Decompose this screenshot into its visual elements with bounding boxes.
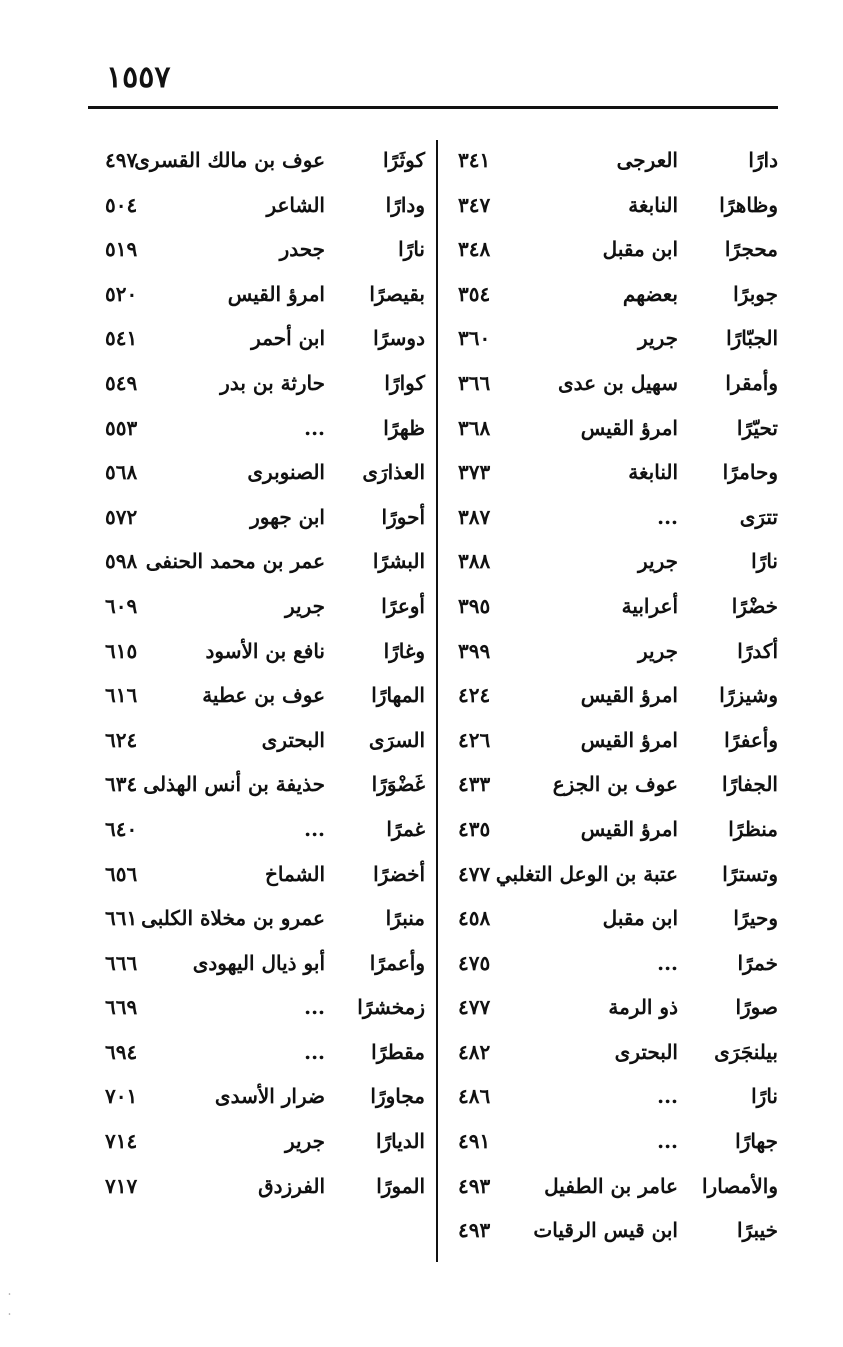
page-ref-number: ٤٢٦ xyxy=(458,727,491,752)
poet-name: عامر بن الطفيل xyxy=(544,1173,678,1198)
poet-name: العرجى xyxy=(616,148,678,172)
poet-name: الشماخ xyxy=(264,861,325,886)
rhyme-word: كوثَرًا xyxy=(382,148,425,172)
index-entry xyxy=(448,1208,778,1253)
index-entry xyxy=(448,406,778,451)
poet-name: بعضهم xyxy=(622,281,678,306)
poet-name: عتبة بن الوعل التغلبي xyxy=(495,861,678,886)
page-ref-number: ٤٧٥ xyxy=(458,950,491,975)
index-entry xyxy=(448,495,778,540)
page-ref-number: ٣٤١ xyxy=(458,148,491,172)
poet-name: جرير xyxy=(638,549,678,574)
rhyme-word: وتسترًا xyxy=(722,861,778,886)
poet-name: امرؤ القيس xyxy=(227,281,325,306)
page-ref-number: ٤٧٧ xyxy=(458,861,491,886)
rhyme-word: السرَى xyxy=(368,727,425,752)
page-ref-number: ٣٧٣ xyxy=(458,460,491,485)
page-ref-number: ٦٣٤ xyxy=(105,772,138,797)
page-ref-number: ٥٧٢ xyxy=(105,504,138,529)
rhyme-word: خمرًا xyxy=(737,950,778,975)
rhyme-word: الجبّارًا xyxy=(726,326,778,351)
rhyme-word: بقيصرًا xyxy=(369,281,425,306)
index-column-right xyxy=(448,138,778,1253)
rhyme-word: مجاورًا xyxy=(370,1084,425,1109)
rhyme-word: محجرًا xyxy=(724,237,778,262)
rhyme-word: خضْرًا xyxy=(731,593,778,618)
page-ref-number: ٤٩٣ xyxy=(458,1173,491,1198)
page-ref-number: ٦١٦ xyxy=(105,683,138,708)
poet-name: ... xyxy=(657,1129,678,1154)
index-entry xyxy=(448,450,778,495)
rhyme-word: نارًا xyxy=(751,549,778,574)
page-ref-number: ٧٠١ xyxy=(105,1084,138,1109)
poet-name: جرير xyxy=(285,1129,325,1154)
poet-name: امرؤ القيس xyxy=(580,727,678,752)
page-ref-number: ٦٤٠ xyxy=(105,816,138,841)
index-entry xyxy=(448,985,778,1030)
page-ref-number: ٧١٤ xyxy=(105,1129,138,1154)
page-ref-number: ٤٨٦ xyxy=(458,1084,491,1109)
rhyme-word: جوبرًا xyxy=(733,281,778,306)
rhyme-word: نارًا xyxy=(751,1084,778,1109)
rhyme-word: المهارًا xyxy=(371,683,425,708)
index-entry xyxy=(448,762,778,807)
poet-name: ابن قيس الرقيات xyxy=(533,1218,678,1243)
margin-dots xyxy=(8,1290,11,1330)
index-entry xyxy=(95,629,425,674)
page-ref-number: ٥١٩ xyxy=(105,237,138,262)
index-column-left xyxy=(95,138,425,1208)
poet-name: ابن مقبل xyxy=(602,906,678,931)
index-entry xyxy=(448,361,778,406)
poet-name: النابغة xyxy=(628,192,678,217)
rhyme-word: وأعمرًا xyxy=(369,950,425,975)
rhyme-word: غمرًا xyxy=(386,816,425,841)
index-entry xyxy=(95,807,425,852)
poet-name: ابن جهور xyxy=(250,504,325,529)
index-entry xyxy=(95,941,425,986)
rhyme-word: وحامرًا xyxy=(722,460,778,485)
index-entry xyxy=(448,1074,778,1119)
rhyme-word: منبرًا xyxy=(385,906,425,931)
rhyme-word: وحيرًا xyxy=(733,906,778,931)
poet-name: جحدر xyxy=(279,237,325,262)
rhyme-word: تحيّرًا xyxy=(736,415,778,440)
poet-name: عوف بن عطية xyxy=(202,683,325,708)
poet-name: نافع بن الأسود xyxy=(205,638,325,663)
poet-name: ... xyxy=(657,1084,678,1109)
poet-name: ... xyxy=(657,950,678,975)
poet-name: ذو الرمة xyxy=(608,995,678,1020)
poet-name: عمر بن محمد الحنفى xyxy=(145,549,325,574)
index-entry xyxy=(95,406,425,451)
poet-name: البحترى xyxy=(614,1039,678,1064)
rhyme-word: والأمصارا xyxy=(702,1173,778,1198)
rhyme-word: وشيزرًا xyxy=(719,683,778,708)
rhyme-word: العذارَى xyxy=(362,460,425,485)
page-ref-number: ٦٦٦ xyxy=(105,950,138,975)
page-ref-number: ٣٦٠ xyxy=(458,326,491,351)
poet-name: الفرزدق xyxy=(258,1173,325,1198)
rhyme-word: منظرًا xyxy=(728,816,778,841)
poet-name: ابن أحمر xyxy=(251,326,325,351)
rhyme-word: وأعفرًا xyxy=(724,727,778,752)
rhyme-word: أكدرًا xyxy=(737,638,778,663)
page-ref-number: ٤٣٥ xyxy=(458,816,491,841)
page-ref-number: ٥٦٨ xyxy=(105,460,138,485)
page-ref-number: ٤٩٣ xyxy=(458,1218,491,1243)
rhyme-word: خيبرًا xyxy=(736,1218,778,1243)
index-entry xyxy=(95,1164,425,1209)
poet-name: الصنوبرى xyxy=(247,460,325,485)
rhyme-word: ودارًا xyxy=(385,192,425,217)
index-entry xyxy=(95,539,425,584)
page-ref-number: ٥٩٨ xyxy=(105,549,138,574)
index-entry xyxy=(95,316,425,361)
index-entry xyxy=(95,718,425,763)
page-ref-number: ٦٦١ xyxy=(105,906,138,931)
rhyme-word: جهارًا xyxy=(735,1129,778,1154)
margin-marks xyxy=(8,1290,11,1330)
index-entry xyxy=(95,183,425,228)
rhyme-word: دارًا xyxy=(748,148,778,172)
page-ref-number: ٦١٥ xyxy=(105,638,138,663)
rhyme-word: كوارًا xyxy=(384,370,425,395)
page-ref-number: ٣٨٨ xyxy=(458,549,491,574)
page-ref-number: ٦٩٤ xyxy=(105,1039,138,1064)
index-entry xyxy=(95,495,425,540)
poet-name: امرؤ القيس xyxy=(580,415,678,440)
poet-name: ... xyxy=(304,415,325,440)
index-entry xyxy=(448,852,778,897)
index-entry xyxy=(448,272,778,317)
rhyme-word: وأمقرا xyxy=(725,370,778,395)
rhyme-word: غَضْوَرًا xyxy=(371,772,425,797)
index-entry xyxy=(448,1119,778,1164)
page-ref-number: ٣٤٨ xyxy=(458,237,491,262)
rhyme-word: أوعرًا xyxy=(381,593,425,618)
index-entry xyxy=(95,762,425,807)
poet-name: عمرو بن مخلاة الكلبى xyxy=(141,906,325,931)
index-entry xyxy=(95,673,425,718)
page-ref-number: ٤٩٧ xyxy=(105,148,138,172)
rhyme-word: تترَى xyxy=(739,504,778,529)
page-ref-number: ٦٦٩ xyxy=(105,995,138,1020)
poet-name: البحترى xyxy=(261,727,325,752)
poet-name: امرؤ القيس xyxy=(580,683,678,708)
poet-name: سهيل بن عدى xyxy=(558,370,678,395)
index-entry xyxy=(95,1074,425,1119)
index-entry xyxy=(448,1164,778,1209)
rhyme-word: مقطرًا xyxy=(371,1039,425,1064)
poet-name: جرير xyxy=(638,638,678,663)
poet-name: الشاعر xyxy=(266,192,325,217)
page-number: ١٥٥٧ xyxy=(106,60,171,95)
index-entry xyxy=(448,629,778,674)
page-ref-number: ٧١٧ xyxy=(105,1173,138,1198)
column-divider xyxy=(436,140,438,1262)
index-entry xyxy=(95,272,425,317)
poet-name: جرير xyxy=(285,593,325,618)
page-ref-number: ٤٨٢ xyxy=(458,1039,491,1064)
page-ref-number: ٤٥٨ xyxy=(458,906,491,931)
poet-name: ... xyxy=(657,504,678,529)
poet-name: امرؤ القيس xyxy=(580,816,678,841)
index-entry xyxy=(95,138,425,183)
page-ref-number: ٥٢٠ xyxy=(105,281,138,306)
page-ref-number: ٣٤٧ xyxy=(458,192,491,217)
page-ref-number: ٣٦٨ xyxy=(458,415,491,440)
rhyme-word: أحورًا xyxy=(381,504,425,529)
poet-name: ابن مقبل xyxy=(602,237,678,262)
page-ref-number: ٥٠٤ xyxy=(105,192,138,217)
page-ref-number: ٣٥٤ xyxy=(458,281,491,306)
index-entry xyxy=(448,138,778,183)
poet-name: أعرابية xyxy=(621,593,678,618)
rhyme-word: البشرًا xyxy=(372,549,425,574)
index-entry xyxy=(95,227,425,272)
rhyme-word: دوسرًا xyxy=(373,326,425,351)
index-entry xyxy=(95,361,425,406)
poet-name: النابغة xyxy=(628,460,678,485)
index-entry xyxy=(95,584,425,629)
rhyme-word: ظهرًا xyxy=(383,415,425,440)
rhyme-word: نارًا xyxy=(398,237,425,262)
rhyme-word: وظاهرًا xyxy=(719,192,778,217)
page-ref-number: ٥٤٩ xyxy=(105,370,138,395)
rhyme-word: بيلنجَرَى xyxy=(714,1039,778,1064)
index-entry xyxy=(448,227,778,272)
page-ref-number: ٤٣٣ xyxy=(458,772,491,797)
page-ref-number: ٥٥٣ xyxy=(105,415,138,440)
index-entry xyxy=(448,896,778,941)
poet-name: عوف بن الجزع xyxy=(552,772,678,797)
rhyme-word: الجفارًا xyxy=(722,772,778,797)
poet-name: ... xyxy=(304,1039,325,1064)
page-ref-number: ٥٤١ xyxy=(105,326,138,351)
rhyme-word: زمخشرًا xyxy=(357,995,425,1020)
rhyme-word: صورًا xyxy=(735,995,778,1020)
top-rule xyxy=(88,106,778,109)
page-ref-number: ٣٨٧ xyxy=(458,504,491,529)
rhyme-word: الديارًا xyxy=(375,1129,425,1154)
index-entry xyxy=(95,1030,425,1075)
rhyme-word: أخضرًا xyxy=(373,861,425,886)
page-ref-number: ٣٦٦ xyxy=(458,370,491,395)
page-ref-number: ٤٩١ xyxy=(458,1129,491,1154)
index-entry xyxy=(448,718,778,763)
index-entry xyxy=(95,896,425,941)
index-entry xyxy=(448,1030,778,1075)
index-entry xyxy=(95,1119,425,1164)
index-entry xyxy=(448,807,778,852)
index-entry xyxy=(448,316,778,361)
index-entry xyxy=(95,450,425,495)
page-ref-number: ٣٩٩ xyxy=(458,638,491,663)
index-entry xyxy=(448,584,778,629)
poet-name: عوف بن مالك القسرى xyxy=(134,148,325,172)
page-ref-number: ٦٢٤ xyxy=(105,727,138,752)
poet-name: حارثة بن بدر xyxy=(220,370,325,395)
index-entry xyxy=(448,673,778,718)
rhyme-word: المورًا xyxy=(376,1173,425,1198)
poet-name: ... xyxy=(304,995,325,1020)
poet-name: أبو ذيال اليهودى xyxy=(192,950,325,975)
index-entry xyxy=(95,985,425,1030)
index-entry xyxy=(448,941,778,986)
poet-name: ... xyxy=(304,816,325,841)
index-entry xyxy=(95,852,425,897)
poet-name: حذيفة بن أنس الهذلى xyxy=(143,772,325,797)
poet-name: ضرار الأسدى xyxy=(214,1084,325,1109)
index-entry xyxy=(448,539,778,584)
page-ref-number: ٤٢٤ xyxy=(458,683,491,708)
page-ref-number: ٤٧٧ xyxy=(458,995,491,1020)
rhyme-word: وغارًا xyxy=(383,638,425,663)
poet-name: جرير xyxy=(638,326,678,351)
page-ref-number: ٣٩٥ xyxy=(458,593,491,618)
index-entry xyxy=(448,183,778,228)
page-ref-number: ٦٥٦ xyxy=(105,861,138,886)
page-ref-number: ٦٠٩ xyxy=(105,593,138,618)
